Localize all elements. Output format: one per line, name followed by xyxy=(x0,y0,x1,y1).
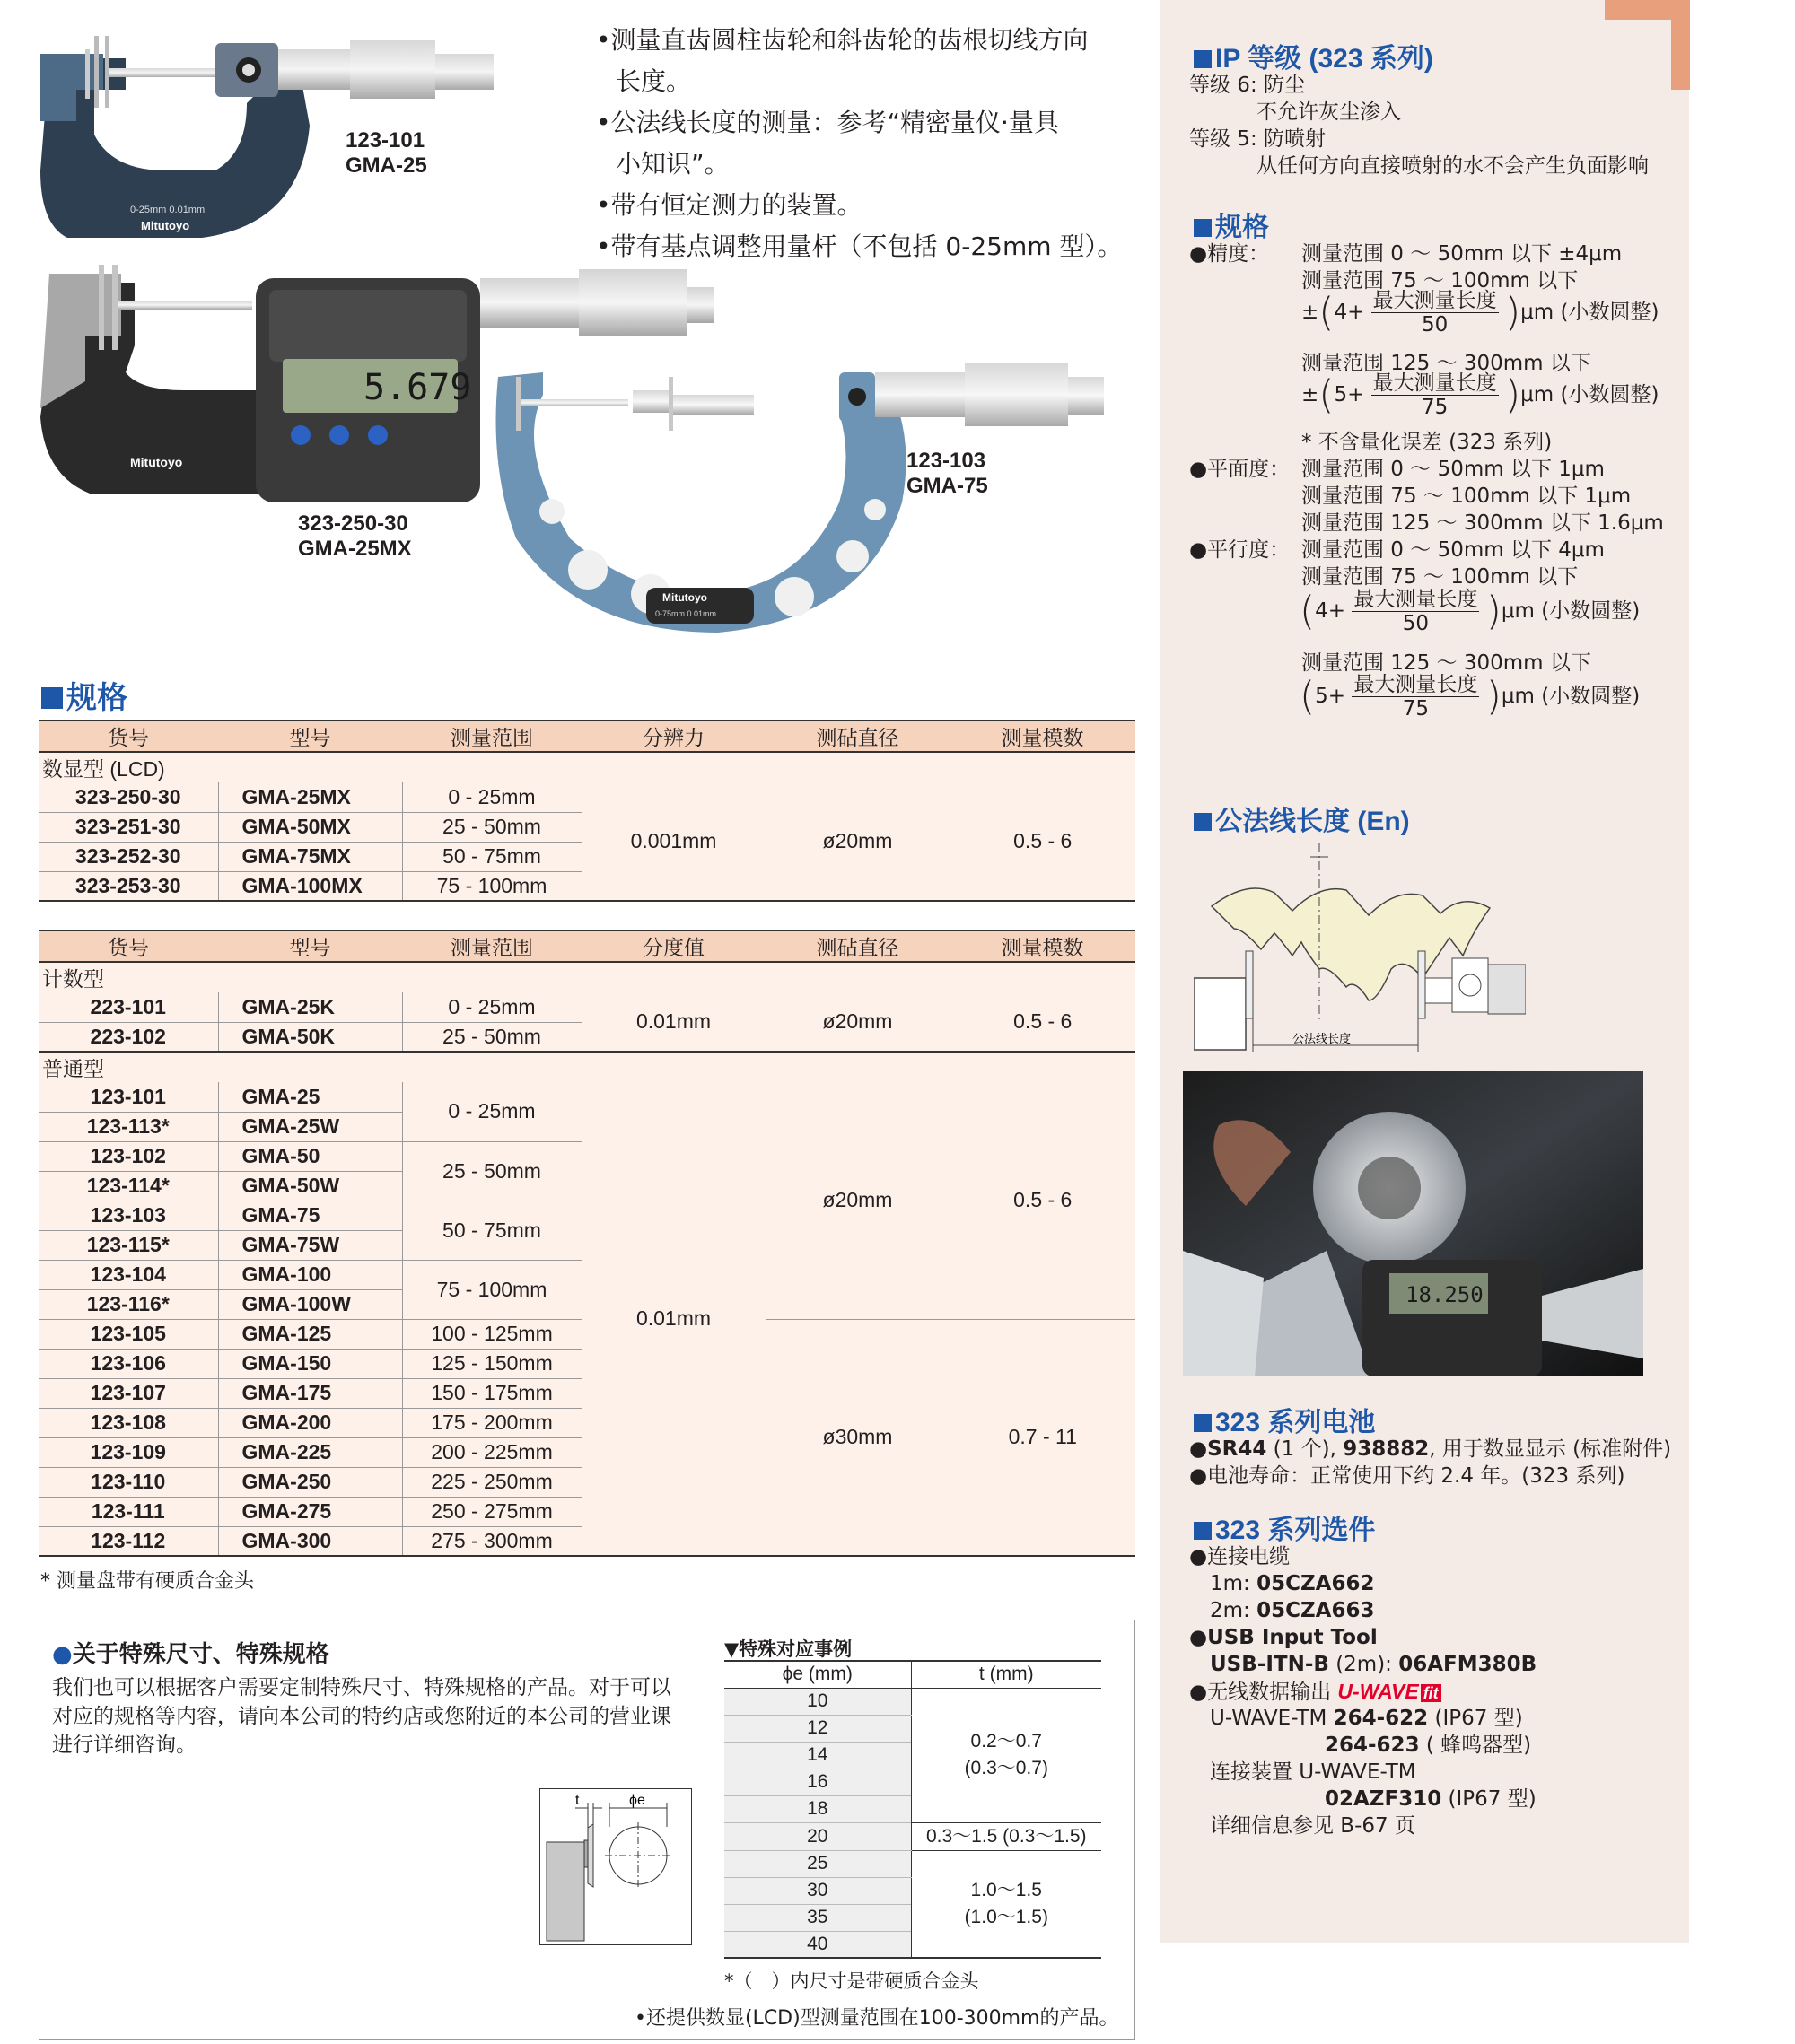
table-row: 18 xyxy=(724,1795,1101,1822)
gear-measurement-diagram xyxy=(1194,843,1526,1059)
col-header-t: t (mm) xyxy=(911,1661,1101,1688)
brand-logo-text-2: Mitutoyo xyxy=(130,455,183,469)
accuracy-line-1: 测量范围 0 ～ 50mm 以下 ±4μm xyxy=(1301,242,1623,266)
spec-section-title: 规格 xyxy=(41,673,127,717)
module-cell: 0.5 - 6 xyxy=(950,782,1135,901)
table-row: 123-104 GMA-100 75 - 100mm xyxy=(39,1260,1135,1289)
ip-line-4: 从任何方向直接喷射的水不会产生负面影响 xyxy=(1256,154,1649,178)
flatness-label: ●平面度： xyxy=(1189,458,1291,481)
accuracy-note: * 不含量化误差 (323 系列) xyxy=(1301,431,1553,454)
ip-line-3: 等级 5: 防喷射 xyxy=(1189,127,1327,151)
flatness-line-1: 测量范围 0 ～ 50mm 以下 1μm xyxy=(1301,458,1605,481)
corner-bar-vertical xyxy=(1671,0,1690,90)
special-text: 我们也可以根据客户需要定制特殊尺寸、特殊规格的产品。对于可以 对应的规格等内容，请向本公司的特约店或您附近的本公司的营业课 进行详细咨询。 xyxy=(52,1676,671,1757)
en-title: 公法线长度 (En) xyxy=(1194,799,1410,838)
table-row: 123-116* GMA-100W xyxy=(39,1289,1135,1319)
special-note-2: •还提供数显(LCD)型测量范围在100-300mm的产品。 xyxy=(635,2007,1119,2030)
table-row: 323-251-30 GMA-50MX 25 - 50mm xyxy=(39,812,1135,842)
product-label-gma-25: 123-101 GMA-25 xyxy=(346,128,427,178)
table-row: 223-102 GMA-50K 25 - 50mm xyxy=(39,1022,1135,1052)
table-row: 123-108 GMA-200 175 - 200mm xyxy=(39,1408,1135,1437)
gear-measurement-photo xyxy=(1183,1071,1643,1376)
battery-title: 323 系列电池 xyxy=(1194,1400,1375,1439)
en-dimension-label: 公法线长度 xyxy=(1292,1033,1352,1046)
col-header-anvil: 测砧直径 xyxy=(766,930,950,962)
diagram-t-label: t xyxy=(575,1793,580,1808)
group-label: 普通型 xyxy=(39,1052,1135,1082)
feature-line-1: •测量直齿圆柱齿轮和斜齿轮的齿根切线方向 xyxy=(596,25,1089,55)
anvil-diagram xyxy=(539,1788,692,1945)
table-row: 223-101 GMA-25K 0 - 25mm 0.01mm ø20mm 0.5 - 6 xyxy=(39,992,1135,1022)
product-photo-gma-25 xyxy=(40,36,601,247)
accuracy-formula-2: ±(5+ $\frac{\text{最大测量长度}}{75}$ )μm (小数圆整) xyxy=(1301,371,1659,419)
group-label: 计数型 xyxy=(39,962,1135,992)
table-row: 123-103 GMA-75 50 - 75mm xyxy=(39,1201,1135,1230)
col-header-module: 测量模数 xyxy=(950,930,1135,962)
table-row: 123-102 GMA-50 25 - 50mm xyxy=(39,1141,1135,1171)
table-row: 323-250-30 GMA-25MX 0 - 25mm 0.001mm ø20mm 0.5 - 6 xyxy=(39,782,1135,812)
col-header-graduation: 分度值 xyxy=(582,930,766,962)
feature-bullets xyxy=(596,20,1134,267)
product-range-mark: 0-25mm 0.01mm xyxy=(130,205,206,215)
table-row: 35 xyxy=(724,1904,1101,1931)
option-device: 连接装置 U-WAVE-TM xyxy=(1210,1760,1416,1784)
product-range-mark-2: 0-75mm 0.01mm xyxy=(655,609,717,618)
resolution-cell: 0.001mm xyxy=(582,782,766,901)
flatness-line-3: 测量范围 125 ～ 300mm 以下 1.6μm xyxy=(1301,511,1664,535)
product-label-gma-75: 123-103 GMA-75 xyxy=(906,449,988,498)
t-range-1: 0.2～0.7 (0.3～0.7) xyxy=(911,1688,1101,1822)
product-photo-gma-75 xyxy=(489,359,1108,637)
t-range-2: 0.3～1.5 (0.3～1.5) xyxy=(911,1822,1101,1850)
table-row: 40 xyxy=(724,1931,1101,1958)
table-row: 14 xyxy=(724,1742,1101,1769)
accuracy-line-2: 测量范围 75 ～ 100mm 以下 xyxy=(1301,269,1579,293)
table-row: 123-107 GMA-175 150 - 175mm xyxy=(39,1378,1135,1408)
col-header-code: 货号 xyxy=(39,721,218,752)
table-row: 123-109 GMA-225 200 - 225mm xyxy=(39,1437,1135,1467)
table-row: 123-113* GMA-25W xyxy=(39,1112,1135,1141)
spec-table-digital xyxy=(39,720,1135,902)
product-display-text: 5.679 xyxy=(363,367,472,408)
parallelism-formula-1: (4+ $\frac{\text{最大测量长度}}{50}$ )μm (小数圆整) xyxy=(1300,588,1641,635)
option-device-2: 02AZF310 (IP67 型) xyxy=(1325,1787,1537,1811)
anvil-cell: ø20mm xyxy=(766,782,950,901)
col-header-module: 测量模数 xyxy=(950,721,1135,752)
product-label-gma-25mx: 323-250-30 GMA-25MX xyxy=(298,511,412,561)
battery-line-2: ●电池寿命：正常使用下约 2.4 年。(323 系列) xyxy=(1189,1464,1625,1488)
feature-line-5: •带有恒定测力的装置。 xyxy=(596,190,862,220)
option-uwave-2: 264-623 ( 蜂鸣器型) xyxy=(1325,1734,1532,1757)
table-row: 323-252-30 GMA-75MX 50 - 75mm xyxy=(39,842,1135,871)
spec-table-mechanical xyxy=(39,930,1135,1557)
table-footnote: * 测量盘带有硬质合金头 xyxy=(40,1570,254,1593)
accuracy-line-3: 测量范围 125 ～ 300mm 以下 xyxy=(1301,352,1591,375)
t-range-3: 1.0～1.5 (1.0～1.5) xyxy=(911,1850,1101,1958)
option-cable: ●连接电缆 xyxy=(1189,1545,1291,1568)
diagram-phi-label: ϕe xyxy=(629,1793,645,1808)
square-bullet-icon xyxy=(41,687,63,709)
accuracy-label: ●精度： xyxy=(1189,242,1270,266)
feature-line-3: •公法线长度的测量：参考“精密量仪·量具 xyxy=(596,108,1059,137)
table-row: 123-114* GMA-50W xyxy=(39,1171,1135,1201)
feature-line-6: •带有基点调整用量杆（不包括 0-25mm 型）。 xyxy=(596,231,1123,261)
special-note-1: *（ ）内尺寸是带硬质合金头 xyxy=(724,1970,979,1992)
table-row: 123-111 GMA-275 250 - 275mm xyxy=(39,1497,1135,1526)
table-row: 123-101 GMA-25 0 - 25mm 0.01mm ø20mm 0.5 - 6 xyxy=(39,1082,1135,1112)
brand-logo-text-3: Mitutoyo xyxy=(662,591,707,604)
parallelism-label: ●平行度： xyxy=(1189,538,1291,562)
special-table-title: ▼特殊对应事例 xyxy=(724,1638,853,1660)
parallelism-line-1: 测量范围 0 ～ 50mm 以下 4μm xyxy=(1301,538,1605,562)
option-usb: ●USB Input Tool xyxy=(1189,1626,1378,1649)
table-row: 25 1.0～1.5 (1.0～1.5) xyxy=(724,1850,1101,1877)
table-row: 123-110 GMA-250 225 - 250mm xyxy=(39,1467,1135,1497)
col-header-anvil: 测砧直径 xyxy=(766,721,950,752)
photo-display-text: 18.250 xyxy=(1405,1282,1484,1307)
option-usb-tool: USB-ITN-B (2m): 06AFM380B xyxy=(1210,1653,1537,1676)
col-header-model: 型号 xyxy=(218,930,402,962)
ip-line-2: 不允许灰尘渗入 xyxy=(1256,100,1401,124)
table-row: 123-105 GMA-125 100 - 125mm ø30mm 0.7 - 11 xyxy=(39,1319,1135,1349)
battery-line-1: ●SR44 (1 个), 938882, 用于数显显示 (标准附件) xyxy=(1189,1437,1672,1461)
parallelism-line-3: 测量范围 125 ～ 300mm 以下 xyxy=(1301,651,1591,675)
col-header-range: 测量范围 xyxy=(402,930,582,962)
col-header-range: 测量范围 xyxy=(402,721,582,752)
option-uwave-1: U-WAVE-TM 264-622 (IP67 型) xyxy=(1210,1707,1523,1730)
accuracy-formula-1: ±(4+ $\frac{\text{最大测量长度}}{50}$ )μm (小数圆整) xyxy=(1301,289,1659,336)
u-wave-logo: U-WAVE fit xyxy=(1337,1680,1440,1703)
feature-line-2: 长度。 xyxy=(616,66,692,96)
table-row: 123-112 GMA-300 275 - 300mm xyxy=(39,1526,1135,1556)
flatness-line-2: 测量范围 75 ～ 100mm 以下 1μm xyxy=(1301,485,1632,508)
col-header-code: 货号 xyxy=(39,930,218,962)
table-row: 16 xyxy=(724,1769,1101,1795)
table-row: 123-115* GMA-75W xyxy=(39,1230,1135,1260)
option-cable-1m: 1m: 05CZA662 xyxy=(1210,1572,1375,1595)
option-reference: 详细信息参见 B-67 页 xyxy=(1210,1814,1415,1838)
table-row: 30 xyxy=(724,1877,1101,1904)
parallelism-line-2: 测量范围 75 ～ 100mm 以下 xyxy=(1301,565,1579,589)
table-row: 12 xyxy=(724,1715,1101,1742)
col-header-model: 型号 xyxy=(218,721,402,752)
table-row: 123-106 GMA-150 125 - 150mm xyxy=(39,1349,1135,1378)
ip-rating-title: IP 等级 (323 系列) xyxy=(1194,36,1433,75)
parallelism-formula-2: (5+ $\frac{\text{最大测量长度}}{75}$ )μm (小数圆整) xyxy=(1300,673,1641,721)
col-header-phi: ϕe (mm) xyxy=(724,1661,911,1688)
special-title: ●关于特殊尺寸、特殊规格 xyxy=(52,1641,329,1668)
table-row: 323-253-30 GMA-100MX 75 - 100mm xyxy=(39,871,1135,901)
col-header-resolution: 分辨力 xyxy=(582,721,766,752)
ip-line-1: 等级 6: 防尘 xyxy=(1189,74,1306,97)
table-row: 20 0.3～1.5 (0.3～1.5) xyxy=(724,1822,1101,1850)
right-spec-title: 规格 xyxy=(1194,205,1269,244)
special-cases-table xyxy=(724,1660,1101,1959)
group-label: 数显型 (LCD) xyxy=(39,752,1135,782)
brand-logo-text: Mitutoyo xyxy=(141,219,190,232)
feature-line-4: 小知识”。 xyxy=(616,149,730,179)
option-wireless: ●无线数据输出 U-WAVE fit xyxy=(1189,1678,1441,1707)
options-title: 323 系列选件 xyxy=(1194,1507,1375,1547)
table-row: 10 0.2～0.7 (0.3～0.7) xyxy=(724,1688,1101,1715)
option-cable-2m: 2m: 05CZA663 xyxy=(1210,1599,1375,1622)
